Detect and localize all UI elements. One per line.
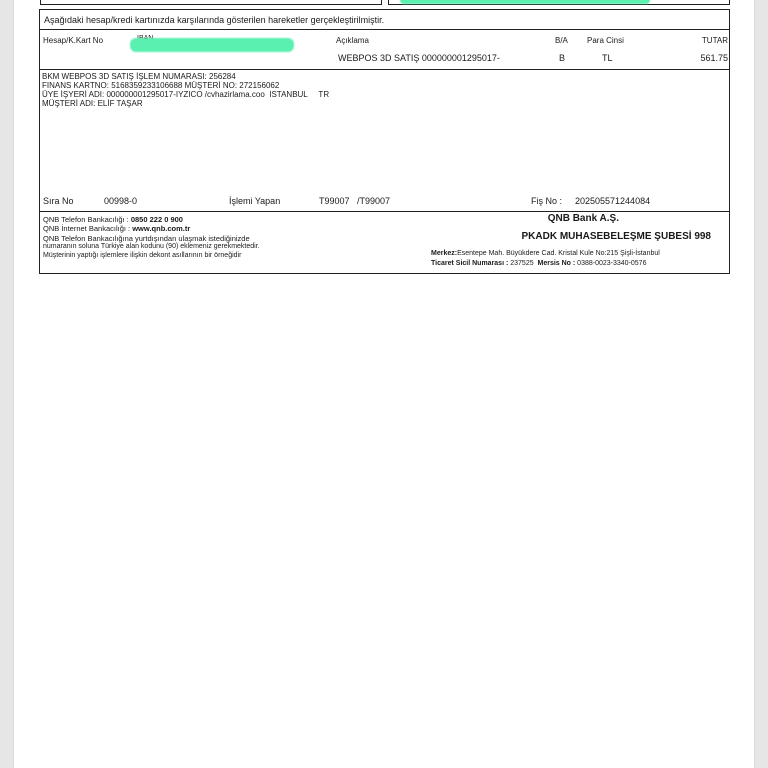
detail-line: BKM WEBPOS 3D SATIŞ İŞLEM NUMARASI: 256284 [42,72,236,81]
currency-label: Para Cinsi [587,36,624,45]
transaction-receipt [39,9,730,274]
mersis-label: Mersis No : [535,260,576,267]
top-box-left [40,0,382,5]
transaction-ba: B [559,53,566,63]
internet-banking-label: QNB İnternet Bankacılığı : [43,224,133,233]
redaction-mark-iban [130,38,294,52]
phone-banking-line [43,215,183,224]
headquarters-label: Merkez: [431,250,458,257]
bank-name: QNB Bank A.Ş. [547,213,619,224]
registry-label: Ticaret Sicil Numarası : [431,260,509,267]
abroad-note-2: numaranın soluna Türkiye alan kodunu (90) eklemeniz gerekmektedir. [43,243,260,250]
internet-banking-line [43,224,190,233]
fis-value: 202505571244084 [575,196,651,206]
phone-banking-number: 0850 222 0 900 [130,215,183,224]
transaction-amount: 561.75 [700,53,728,63]
transaction-description: WEBPOS 3D SATIŞ 000000001295017- [338,53,500,63]
description-label: Açıklama [336,36,369,45]
mersis-number: 0388-0023-3340-0576 [575,260,647,267]
intro-text: Aşağıdaki hesap/kredi kartınızda karşılarında gösterilen hareketler gerçekleştirilmiştir. [44,15,385,25]
sira-value: 00998-0 [104,196,138,206]
phone-banking-label: QNB Telefon Bankacılığı : [43,215,131,224]
fis-label: Fiş No : [531,196,563,206]
detail-line: MÜŞTERİ ADI: ELİF TAŞAR [42,99,143,108]
divider-footer [40,211,729,212]
detail-line: ÜYE İŞYERİ ADI: 000000001295017-IYZICO /cvhazirlama.coo ISTANBUL TR [42,90,330,99]
headquarters-line [431,250,660,257]
islem-value: T99007 /T99007 [319,196,391,206]
abroad-note-1: QNB Telefon Bankacılığına yurtdışından ulaşmak istediğinizde [43,234,250,243]
amount-label: TUTAR [701,36,728,45]
branch-name: PKADK MUHASEBELEŞME ŞUBESİ 998 [521,231,711,242]
sira-label: Sıra No [43,196,74,206]
account-label: Hesap/K.Kart No [43,36,104,45]
registry-line [431,260,646,267]
islem-label: İşlemi Yapan [229,196,281,206]
divider-intro [40,29,729,30]
registry-number: 237525 [508,260,536,267]
copy-note: Müşterinin yaptığı işlemlere ilişkin dekont asıllarının bir örneğidir [43,252,242,259]
ba-label: B/A [555,36,568,45]
detail-line: FINANS KARTNO: 5168359233106688 MÜŞTERİ NO: 272156062 [42,81,280,90]
divider-transaction [40,69,729,70]
internet-banking-url: www.qnb.com.tr [132,224,191,233]
headquarters-address: Esentepe Mah. Büyükdere Cad. Kristal Kule No:215 Şişli-İstanbul [457,250,660,257]
transaction-currency: TL [602,53,613,63]
redaction-mark-top [400,0,650,4]
